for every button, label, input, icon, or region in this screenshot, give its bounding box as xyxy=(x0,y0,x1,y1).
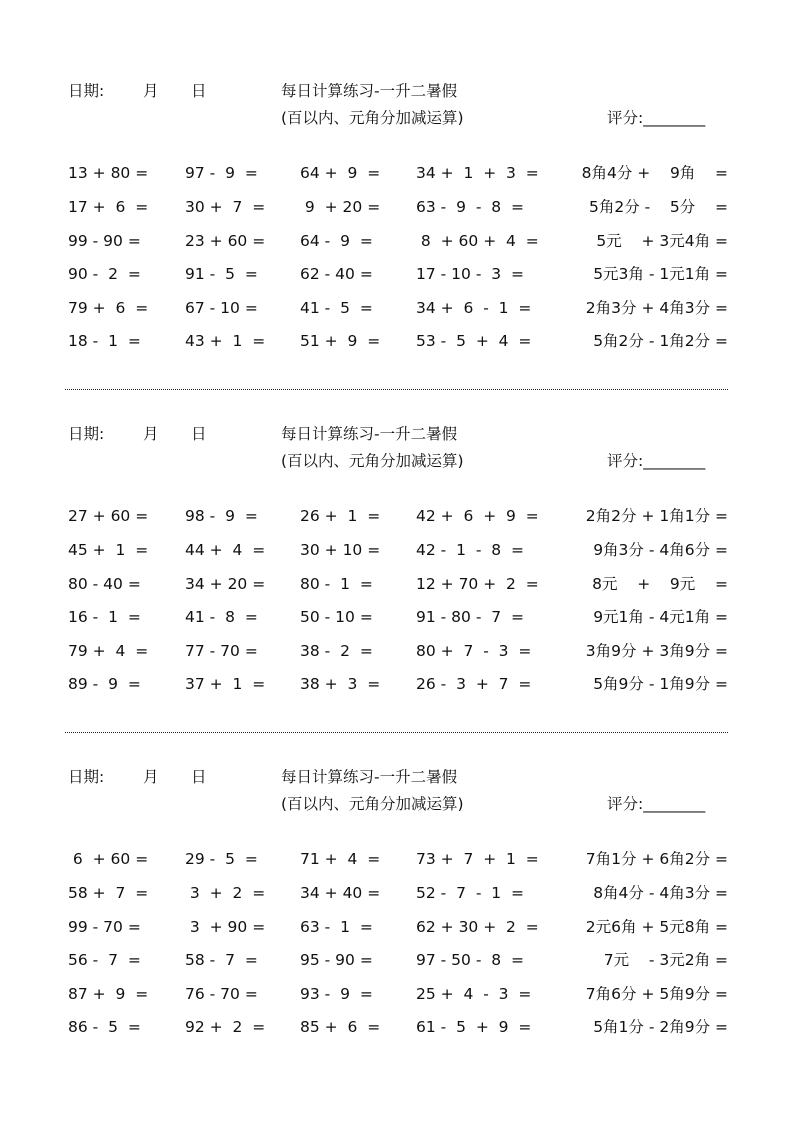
problem-row xyxy=(0,673,794,695)
arithmetic-problem: 99 - 90 = xyxy=(68,232,141,250)
money-problem: 2角2分 + 1角1分 = xyxy=(585,507,728,525)
arithmetic-problem: 93 - 9 = xyxy=(300,985,373,1003)
arithmetic-problem: 16 - 1 = xyxy=(68,608,141,626)
problem-row xyxy=(0,263,794,285)
arithmetic-problem: 42 + 6 + 9 = xyxy=(416,507,539,525)
arithmetic-problem: 38 + 3 = xyxy=(300,675,381,693)
score-label: 评分:________ xyxy=(607,109,706,127)
arithmetic-problem: 27 + 60 = xyxy=(68,507,149,525)
problem-row xyxy=(0,539,794,561)
arithmetic-problem: 91 - 80 - 7 = xyxy=(416,608,524,626)
arithmetic-problem: 3 + 2 = xyxy=(185,884,266,902)
arithmetic-problem: 34 + 40 = xyxy=(300,884,381,902)
arithmetic-problem: 98 - 9 = xyxy=(185,507,258,525)
arithmetic-problem: 89 - 9 = xyxy=(68,675,141,693)
month-label: 月 xyxy=(143,82,159,100)
problem-row xyxy=(0,297,794,319)
date-label: 日期: xyxy=(68,768,105,786)
arithmetic-problem: 23 + 60 = xyxy=(185,232,266,250)
month-label: 月 xyxy=(143,425,159,443)
arithmetic-problem: 18 - 1 = xyxy=(68,332,141,350)
arithmetic-problem: 87 + 9 = xyxy=(68,985,149,1003)
problem-row xyxy=(0,848,794,870)
arithmetic-problem: 85 + 6 = xyxy=(300,1018,381,1036)
money-problem: 9角3分 - 4角6分 = xyxy=(593,541,728,559)
money-problem: 2元6角 + 5元8角 = xyxy=(585,918,728,936)
problem-row xyxy=(0,606,794,628)
worksheet-title: 每日计算练习-一升二暑假 xyxy=(281,768,458,786)
arithmetic-problem: 37 + 1 = xyxy=(185,675,266,693)
arithmetic-problem: 76 - 70 = xyxy=(185,985,258,1003)
problem-row xyxy=(0,983,794,1005)
arithmetic-problem: 80 - 1 = xyxy=(300,575,373,593)
worksheet-title: 每日计算练习-一升二暑假 xyxy=(281,425,458,443)
arithmetic-problem: 30 + 10 = xyxy=(300,541,381,559)
problem-row xyxy=(0,640,794,662)
problem-row xyxy=(0,162,794,184)
money-problem: 8角4分 + 9角 = xyxy=(581,164,728,182)
arithmetic-problem: 64 - 9 = xyxy=(300,232,373,250)
arithmetic-problem: 56 - 7 = xyxy=(68,951,141,969)
arithmetic-problem: 26 - 3 + 7 = xyxy=(416,675,532,693)
arithmetic-problem: 34 + 1 + 3 = xyxy=(416,164,539,182)
money-problem: 7角6分 + 5角9分 = xyxy=(585,985,728,1003)
arithmetic-problem: 17 + 6 = xyxy=(68,198,149,216)
money-problem: 7角1分 + 6角2分 = xyxy=(585,850,728,868)
worksheet-section xyxy=(0,421,794,741)
arithmetic-problem: 95 - 90 = xyxy=(300,951,373,969)
arithmetic-problem: 13 + 80 = xyxy=(68,164,149,182)
worksheet-section xyxy=(0,78,794,398)
arithmetic-problem: 86 - 5 = xyxy=(68,1018,141,1036)
arithmetic-problem: 38 - 2 = xyxy=(300,642,373,660)
arithmetic-problem: 64 + 9 = xyxy=(300,164,381,182)
arithmetic-problem: 58 - 7 = xyxy=(185,951,258,969)
problem-row xyxy=(0,330,794,352)
money-problem: 8元 + 9元 = xyxy=(592,575,728,593)
arithmetic-problem: 92 + 2 = xyxy=(185,1018,266,1036)
arithmetic-problem: 77 - 70 = xyxy=(185,642,258,660)
arithmetic-problem: 30 + 7 = xyxy=(185,198,266,216)
arithmetic-problem: 41 - 8 = xyxy=(185,608,258,626)
arithmetic-problem: 9 + 20 = xyxy=(300,198,381,216)
arithmetic-problem: 41 - 5 = xyxy=(300,299,373,317)
worksheet-subtitle: (百以内、元角分加减运算) xyxy=(281,109,464,127)
date-label: 日期: xyxy=(68,82,105,100)
arithmetic-problem: 34 + 6 - 1 = xyxy=(416,299,532,317)
money-problem: 5角2分 - 1角2分 = xyxy=(593,332,728,350)
worksheet-subtitle: (百以内、元角分加减运算) xyxy=(281,795,464,813)
money-problem: 8角4分 - 4角3分 = xyxy=(593,884,728,902)
arithmetic-problem: 3 + 90 = xyxy=(185,918,266,936)
arithmetic-problem: 90 - 2 = xyxy=(68,265,141,283)
money-problem: 5角1分 - 2角9分 = xyxy=(593,1018,728,1036)
worksheet-title: 每日计算练习-一升二暑假 xyxy=(281,82,458,100)
money-problem: 9元1角 - 4元1角 = xyxy=(593,608,728,626)
worksheet-subtitle: (百以内、元角分加减运算) xyxy=(281,452,464,470)
arithmetic-problem: 50 - 10 = xyxy=(300,608,373,626)
arithmetic-problem: 51 + 9 = xyxy=(300,332,381,350)
arithmetic-problem: 52 - 7 - 1 = xyxy=(416,884,524,902)
money-problem: 5元 + 3元4角 = xyxy=(596,232,728,250)
arithmetic-problem: 73 + 7 + 1 = xyxy=(416,850,539,868)
arithmetic-problem: 34 + 20 = xyxy=(185,575,266,593)
arithmetic-problem: 8 + 60 + 4 = xyxy=(416,232,539,250)
money-problem: 7元 - 3元2角 = xyxy=(603,951,728,969)
money-problem: 5角9分 - 1角9分 = xyxy=(593,675,728,693)
day-label: 日 xyxy=(191,82,207,100)
arithmetic-problem: 67 - 10 = xyxy=(185,299,258,317)
arithmetic-problem: 44 + 4 = xyxy=(185,541,266,559)
month-label: 月 xyxy=(143,768,159,786)
arithmetic-problem: 97 - 9 = xyxy=(185,164,258,182)
arithmetic-problem: 79 + 4 = xyxy=(68,642,149,660)
section-divider xyxy=(65,732,728,733)
arithmetic-problem: 12 + 70 + 2 = xyxy=(416,575,539,593)
worksheet-section xyxy=(0,764,794,1084)
arithmetic-problem: 71 + 4 = xyxy=(300,850,381,868)
problem-row xyxy=(0,505,794,527)
arithmetic-problem: 26 + 1 = xyxy=(300,507,381,525)
arithmetic-problem: 6 + 60 = xyxy=(68,850,149,868)
score-label: 评分:________ xyxy=(607,452,706,470)
problem-row xyxy=(0,196,794,218)
problem-row xyxy=(0,230,794,252)
arithmetic-problem: 61 - 5 + 9 = xyxy=(416,1018,532,1036)
arithmetic-problem: 17 - 10 - 3 = xyxy=(416,265,524,283)
arithmetic-problem: 29 - 5 = xyxy=(185,850,258,868)
day-label: 日 xyxy=(191,425,207,443)
money-problem: 3角9分 + 3角9分 = xyxy=(585,642,728,660)
problem-row xyxy=(0,573,794,595)
arithmetic-problem: 42 - 1 - 8 = xyxy=(416,541,524,559)
money-problem: 5元3角 - 1元1角 = xyxy=(593,265,728,283)
problem-row xyxy=(0,1016,794,1038)
money-problem: 2角3分 + 4角3分 = xyxy=(585,299,728,317)
score-label: 评分:________ xyxy=(607,795,706,813)
arithmetic-problem: 63 - 1 = xyxy=(300,918,373,936)
day-label: 日 xyxy=(191,768,207,786)
arithmetic-problem: 62 - 40 = xyxy=(300,265,373,283)
arithmetic-problem: 91 - 5 = xyxy=(185,265,258,283)
money-problem: 5角2分 - 5分 = xyxy=(588,198,728,216)
arithmetic-problem: 53 - 5 + 4 = xyxy=(416,332,532,350)
arithmetic-problem: 97 - 50 - 8 = xyxy=(416,951,524,969)
arithmetic-problem: 99 - 70 = xyxy=(68,918,141,936)
section-divider xyxy=(65,389,728,390)
arithmetic-problem: 79 + 6 = xyxy=(68,299,149,317)
arithmetic-problem: 45 + 1 = xyxy=(68,541,149,559)
date-label: 日期: xyxy=(68,425,105,443)
arithmetic-problem: 58 + 7 = xyxy=(68,884,149,902)
arithmetic-problem: 80 - 40 = xyxy=(68,575,141,593)
problem-row xyxy=(0,882,794,904)
arithmetic-problem: 80 + 7 - 3 = xyxy=(416,642,532,660)
problem-row xyxy=(0,949,794,971)
problem-row xyxy=(0,916,794,938)
arithmetic-problem: 62 + 30 + 2 = xyxy=(416,918,539,936)
arithmetic-problem: 63 - 9 - 8 = xyxy=(416,198,524,216)
arithmetic-problem: 43 + 1 = xyxy=(185,332,266,350)
arithmetic-problem: 25 + 4 - 3 = xyxy=(416,985,532,1003)
